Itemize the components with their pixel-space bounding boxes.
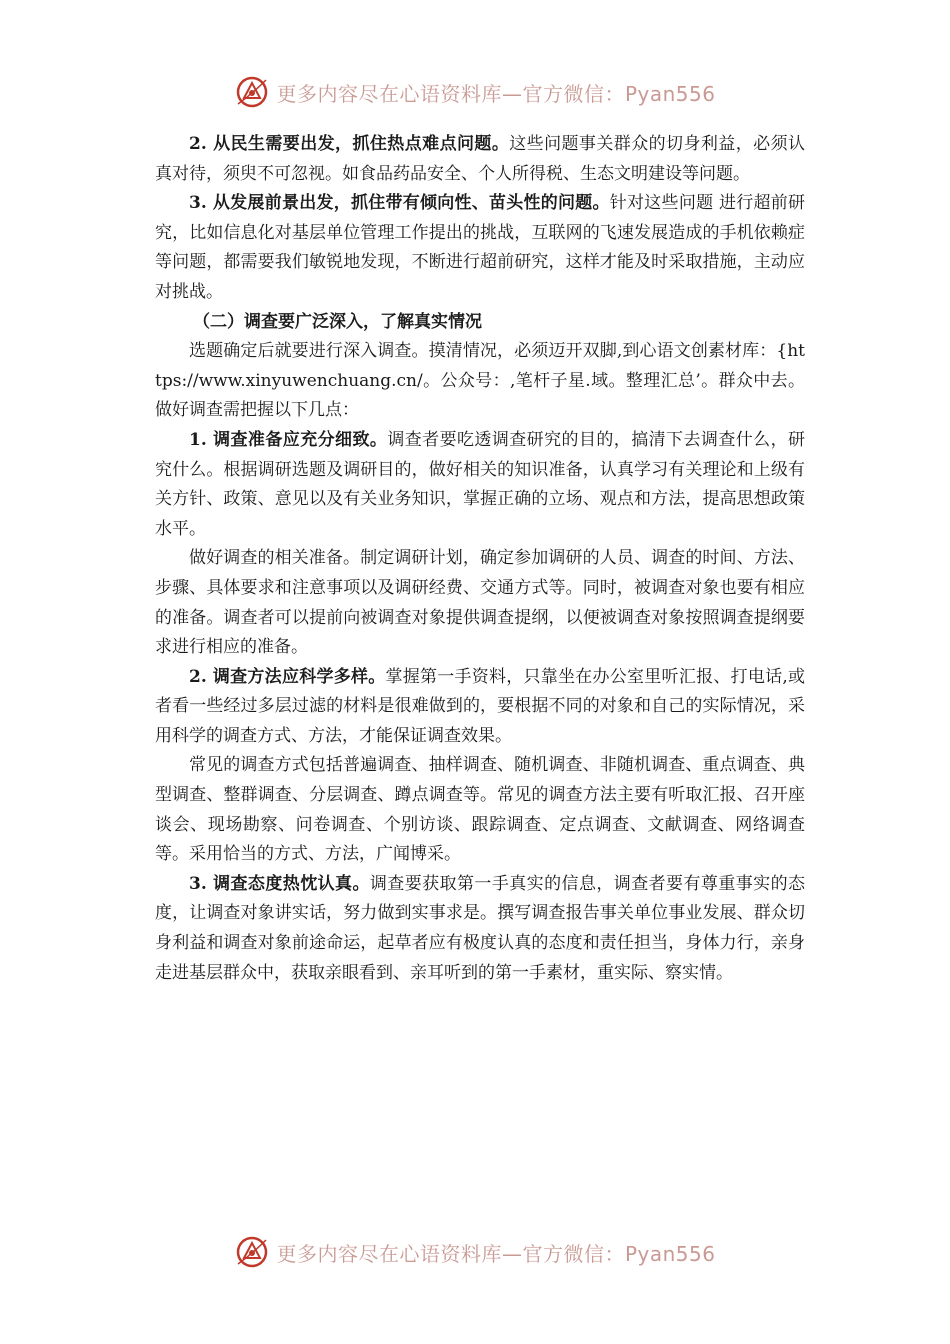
paragraph-lead: 1. 调查准备应充分细致。 xyxy=(189,429,388,450)
paragraph xyxy=(155,663,805,752)
brand-logo-icon xyxy=(234,1234,270,1270)
paragraph-text: 选题确定后就要进行深入调查。摸清情况，必须迈开双脚,到心语文创素材库：{https://www.xinyuwenchuang.cn/。公众号：,笔杆子星.域。整理汇总’。群众中去。做好调查需把握以下几点： xyxy=(155,341,805,421)
paragraph-lead: 2. 调查方法应科学多样。 xyxy=(189,666,386,687)
watermark-text: 更多内容尽在心语资料库—官方微信：Pyan556 xyxy=(276,1241,716,1266)
paragraph-text: 调查者要吃透调查研究的目的，搞清下去调查什么，研究什么。根据调研选题及调研目的，做好相关的知识准备，认真学习有关理论和上级有关方针、政策、意见以及有关业务知识，掌握正确的立场、观点和方法，提高思想政策水平。 xyxy=(155,429,806,539)
document-body xyxy=(155,130,805,988)
header-watermark xyxy=(0,72,950,112)
paragraph-text: 掌握第一手资料，只靠坐在办公室里听汇报、打电话,或者看一些经过多层过滤的材料是很难做到的，要根据不同的对象和自己的实际情况，采用科学的调查方式、方法，才能保证调查效果。 xyxy=(155,666,806,746)
paragraph-lead: 3. 从发展前景出发，抓住带有倾向性、苗头性的问题。 xyxy=(189,193,610,214)
watermark-text: 更多内容尽在心语资料库—官方微信：Pyan556 xyxy=(276,81,716,106)
paragraph xyxy=(155,130,805,189)
brand-logo-icon xyxy=(234,74,270,110)
paragraph xyxy=(155,337,805,426)
paragraph-lead: 2. 从民生需要出发，抓住热点难点问题。 xyxy=(189,134,510,154)
paragraph xyxy=(155,870,805,988)
paragraph-lead: 3. 调查态度热忱认真。 xyxy=(189,873,370,894)
paragraph-text: 调查要获取第一手真实的信息，调查者要有尊重事实的态度，让调查对象讲实话，努力做到实事求是。撰写调查报告事关单位事业发展、群众切身利益和调查对象前途命运，起草者应有极度认真的态度和责任担当，身体力行，亲身走进基层群众中，获取亲眼看到、亲耳听到的第一手素材，重实际、察实情。 xyxy=(155,873,806,983)
paragraph xyxy=(155,751,805,869)
paragraph-text: 这些问题事关群众的切身利益，必须认真对待，须臾不可忽视。如食品药品安全、个人所得税、生态文明建设等问题。 xyxy=(155,134,805,184)
section-heading: （二）调查要广泛深入，了解真实情况 xyxy=(193,311,482,332)
paragraph xyxy=(155,189,805,307)
paragraph-text: 针对这些问题 进行超前研究，比如信息化对基层单位管理工作提出的挑战，互联网的飞速发展造成的手机依赖症等问题，都需要我们敏锐地发现，不断进行超前研究，这样才能及时采取措施，主动应对挑战。 xyxy=(155,193,806,302)
footer-watermark xyxy=(0,1232,950,1272)
paragraph xyxy=(155,544,805,662)
paragraph-text: 做好调查的相关准备。制定调研计划，确定参加调研的人员、调查的时间、方法、步骤、具体要求和注意事项以及调研经费、交通方式等。同时，被调查对象也要有相应的准备。调查者可以提前向被调查对象提供调查提纲，以便被调查对象按照调查提纲要求进行相应的准备。 xyxy=(155,548,805,658)
paragraph xyxy=(155,426,805,544)
paragraph-text: 常见的调查方式包括普遍调查、抽样调查、随机调查、非随机调查、重点调查、典型调查、整群调查、分层调查、蹲点调查等。常见的调查方法主要有听取汇报、召开座谈会、现场勘察、问卷调查、个别访谈、跟踪调查、定点调查、文献调查、网络调查等。采用恰当的方式、方法，广闻博采。 xyxy=(155,755,805,865)
